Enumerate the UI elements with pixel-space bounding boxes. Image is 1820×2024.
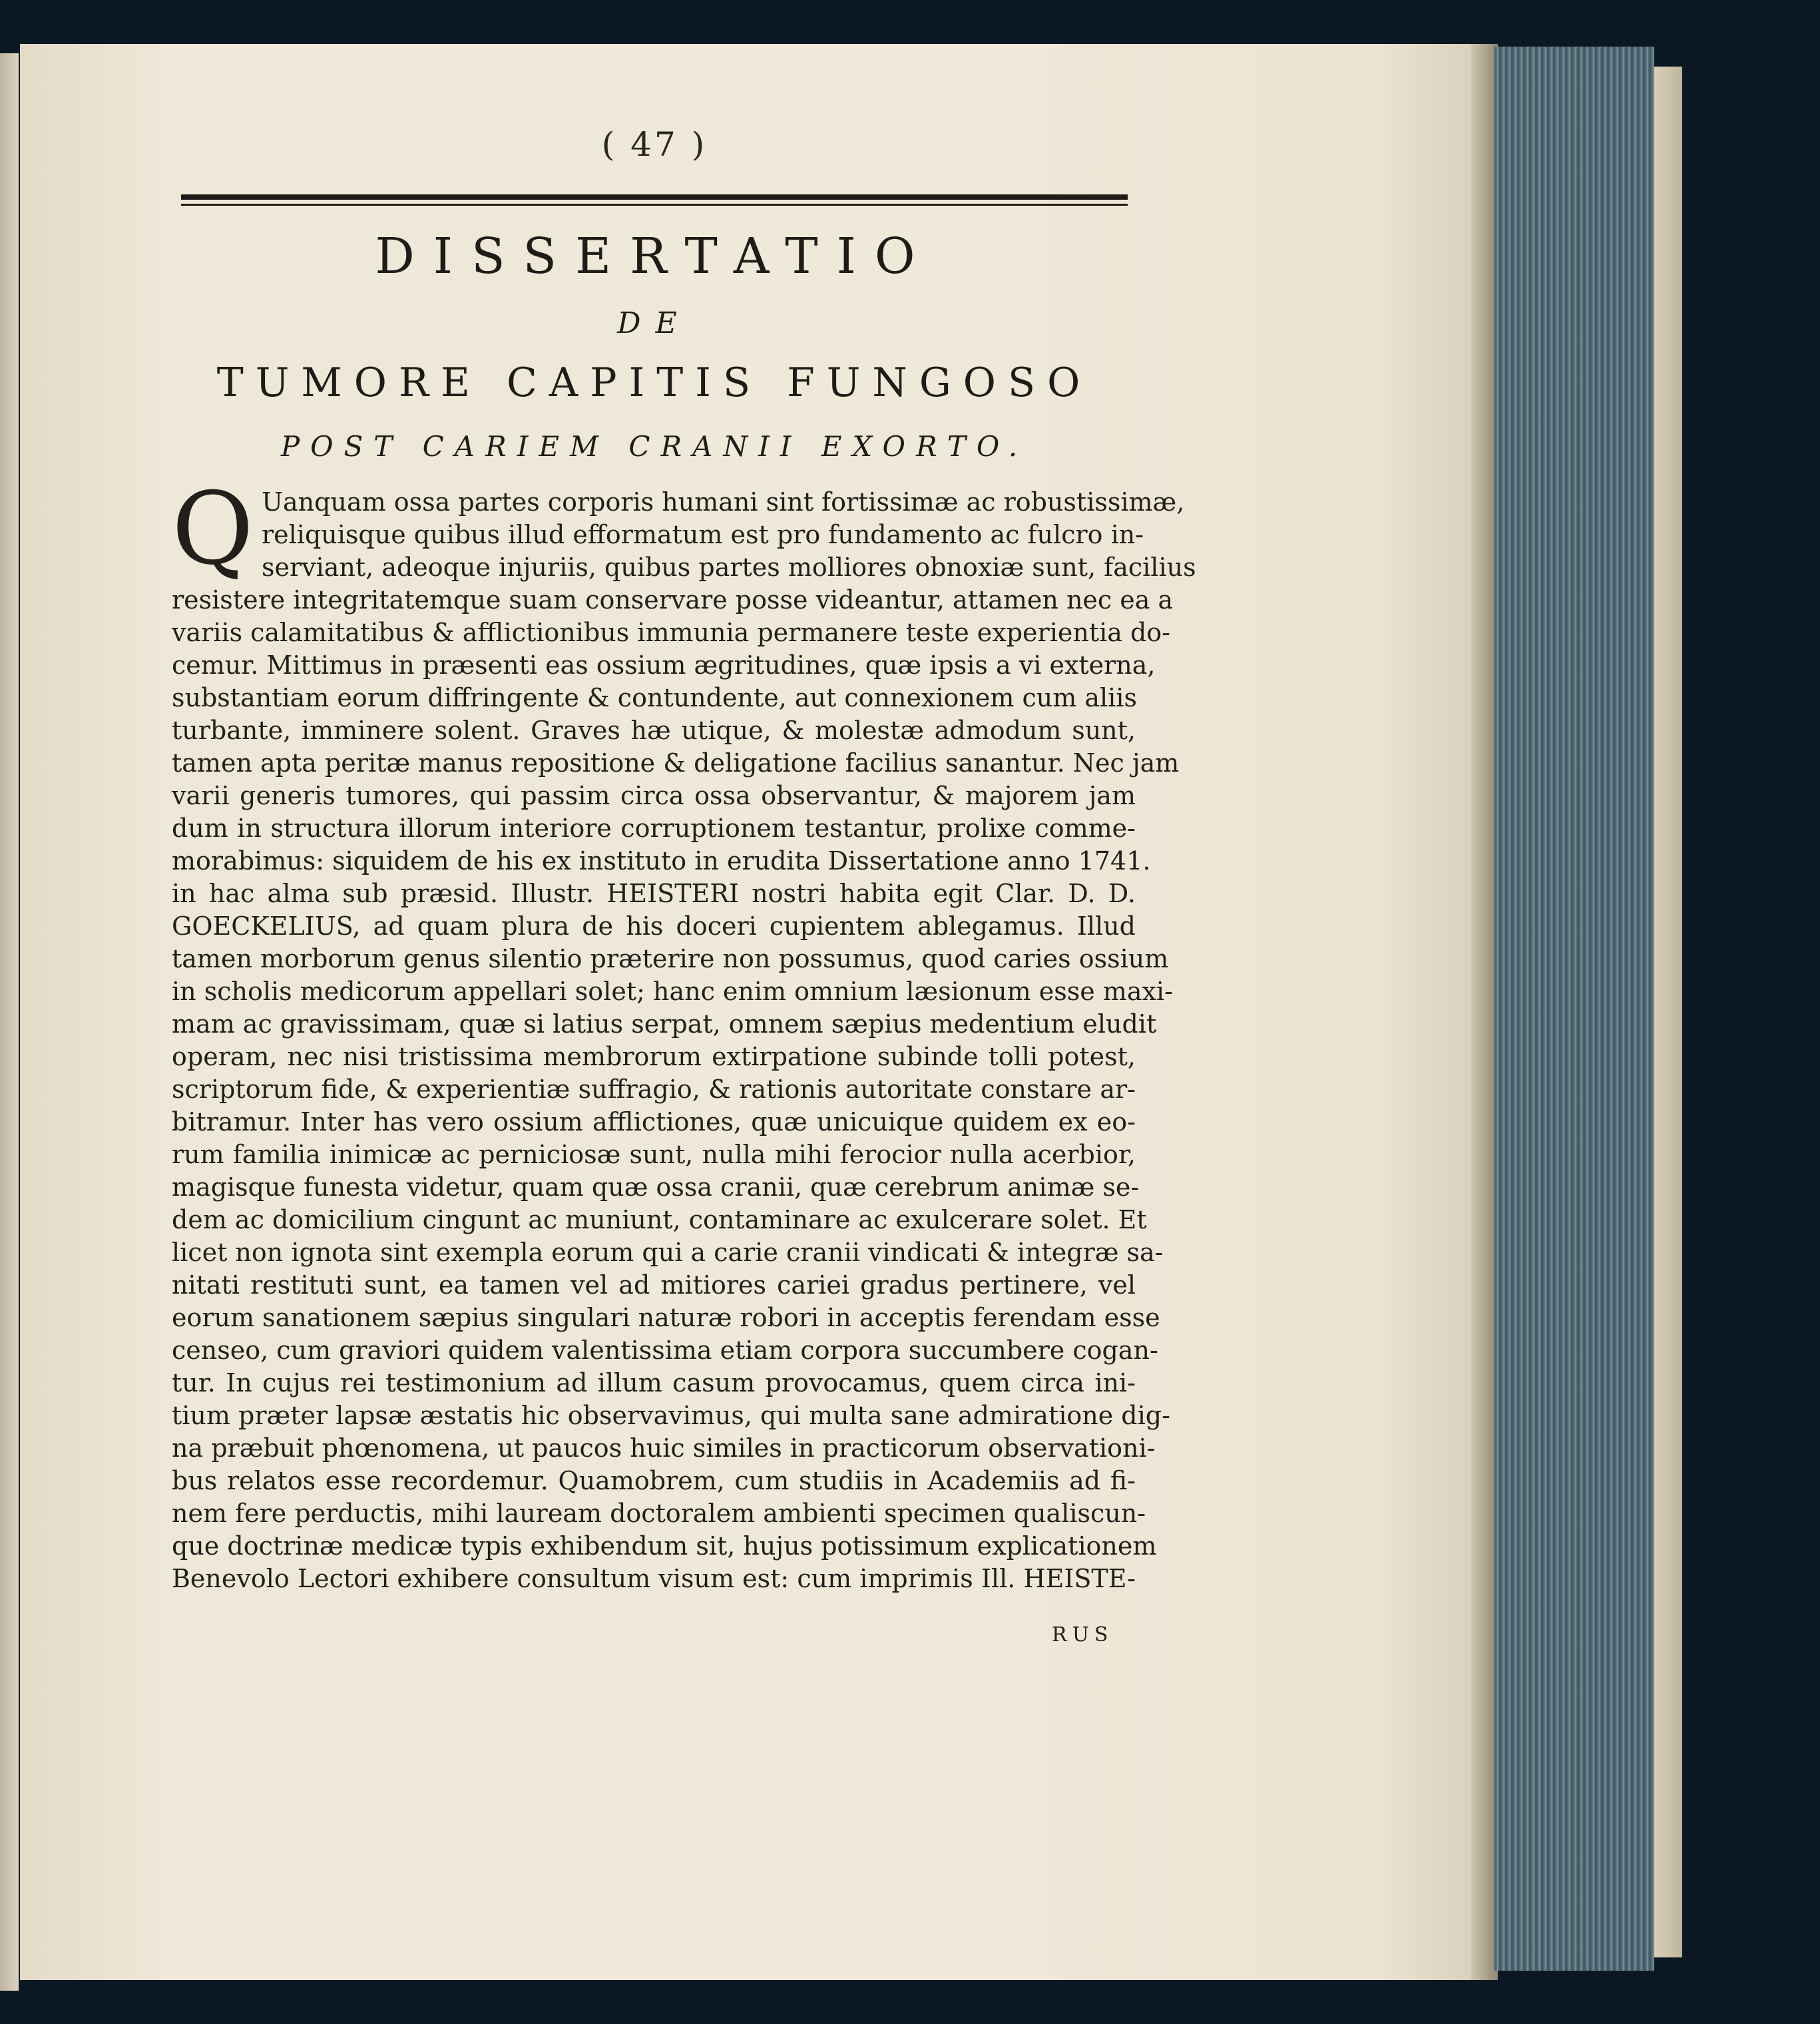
- text-line: GOECKELIUS, ad quam plura de his doceri cupientem ablegamus. Illud: [172, 911, 1136, 941]
- title-dissertatio: DISSERTATIO: [375, 228, 934, 285]
- text-line: resistere integritatemque suam conservare posse videantur, attamen nec ea a: [172, 585, 1174, 615]
- text-line: scriptorum fide, & experientiæ suffragio, & rationis autoritate constare ar-: [172, 1075, 1136, 1104]
- text-line: licet non ignota sint exempla eorum qui a carie cranii vindicati & integræ sa-: [172, 1238, 1164, 1267]
- text-line: variis calamitatibus & afflictionibus immunia permanere teste experientia do-: [172, 618, 1171, 647]
- text-line: turbante, imminere solent. Graves hæ utique, & molestæ admodum sunt,: [172, 716, 1136, 745]
- text-line: cemur. Mittimus in præsenti eas ossium ægritudines, quæ ipsis a vi externa,: [172, 650, 1156, 680]
- facing-page-edge: [0, 53, 19, 1991]
- text-line: rum familia inimicæ ac perniciosæ sunt, nulla mihi ferocior nulla acerbior,: [172, 1140, 1136, 1169]
- text-line: na præbuit phœnomena, ut paucos huic similes in practicorum observationi-: [172, 1433, 1156, 1463]
- text-line: nitati restituti sunt, ea tamen vel ad mitiores cariei gradus pertinere, vel: [172, 1270, 1136, 1300]
- page-number: ( 47 ): [601, 125, 708, 164]
- text-line: dum in structura illorum interiore corruptionem testantur, prolixe comme-: [172, 814, 1136, 843]
- text-line: mam ac gravissimam, quæ si latius serpat, omnem sæpius medentium eludit: [172, 1009, 1157, 1039]
- text-line: tium præter lapsæ æstatis hic observavimus, qui multa sane admiratione dig-: [172, 1401, 1170, 1430]
- text-line: magisque funesta videtur, quam quæ ossa cranii, quæ cerebrum animæ se-: [172, 1172, 1140, 1202]
- body-text: [172, 471, 1196, 1595]
- title-post-cariem: POST CARIEM CRANII EXORTO.: [280, 430, 1028, 463]
- text-line: reliquisque quibus illud efformatum est pro fundamento ac fulcro in-: [261, 520, 1144, 549]
- text-line: in hac alma sub præsid. Illustr. HEISTERI nostri habita egit Clar. D. D.: [172, 879, 1136, 908]
- header-rule-thin: [181, 204, 1128, 206]
- text-line: tamen morborum genus silentio præterire non possumus, quod caries ossium: [172, 944, 1169, 973]
- text-line: bus relatos esse recordemur. Quamobrem, cum studiis in Academiis ad fi-: [172, 1466, 1136, 1495]
- text-line: tur. In cujus rei testimonium ad illum casum provocamus, quem circa ini-: [172, 1368, 1136, 1397]
- text-line: tamen apta peritæ manus repositione & deligatione facilius sanantur. Nec jam: [172, 748, 1180, 778]
- text-line: bitramur. Inter has vero ossium afflictiones, quæ unicuique quidem ex eo-: [172, 1107, 1136, 1137]
- text-line: que doctrinæ medicæ typis exhibendum sit, hujus potissimum explicationem: [172, 1531, 1157, 1561]
- catchword: RUS: [1052, 1623, 1114, 1646]
- text-line: serviant, adeoque injuriis, quibus partes molliores obnoxiæ sunt, facilius: [261, 553, 1196, 582]
- text-line: Uanquam ossa partes corporis humani sint fortissimæ ac robustissimæ,: [261, 487, 1185, 517]
- text-line: eorum sanationem sæpius singulari naturæ robori in acceptis ferendam esse: [172, 1303, 1160, 1332]
- text-line: substantiam eorum diffringente & contundente, aut connexionem cum aliis: [172, 683, 1137, 712]
- text-line: morabimus: siquidem de his ex instituto in erudita Dissertatione anno 1741.: [172, 846, 1151, 876]
- text-line: operam, nec nisi tristissima membrorum extirpatione subinde tolli potest,: [172, 1042, 1136, 1071]
- gutter-shadow: [1471, 44, 1498, 1980]
- text-line: Benevolo Lectori exhibere consultum visum est: cum imprimis Ill. HEISTE-: [172, 1564, 1136, 1593]
- text-line: nem fere perductis, mihi lauream doctoralem ambienti specimen qualiscun-: [172, 1499, 1146, 1528]
- page-block-edges: [1494, 47, 1654, 1971]
- text-line: censeo, cum graviori quidem valentissima etiam corpora succumbere cogan-: [172, 1336, 1158, 1365]
- text-line: dem ac domicilium cingunt ac muniunt, contaminare ac exulcerare solet. Et: [172, 1205, 1147, 1234]
- text-line: in scholis medicorum appellari solet; hanc enim omnium læsionum esse maxi-: [172, 977, 1173, 1006]
- text-line: varii generis tumores, qui passim circa ossa observantur, & majorem jam: [172, 781, 1136, 810]
- title-tumore: TUMORE CAPITIS FUNGOSO: [216, 360, 1092, 406]
- header-rule-thick: [181, 194, 1128, 200]
- cover-edge: [1654, 67, 1682, 1957]
- drop-capital: Q: [172, 471, 254, 587]
- title-de: DE: [617, 306, 692, 340]
